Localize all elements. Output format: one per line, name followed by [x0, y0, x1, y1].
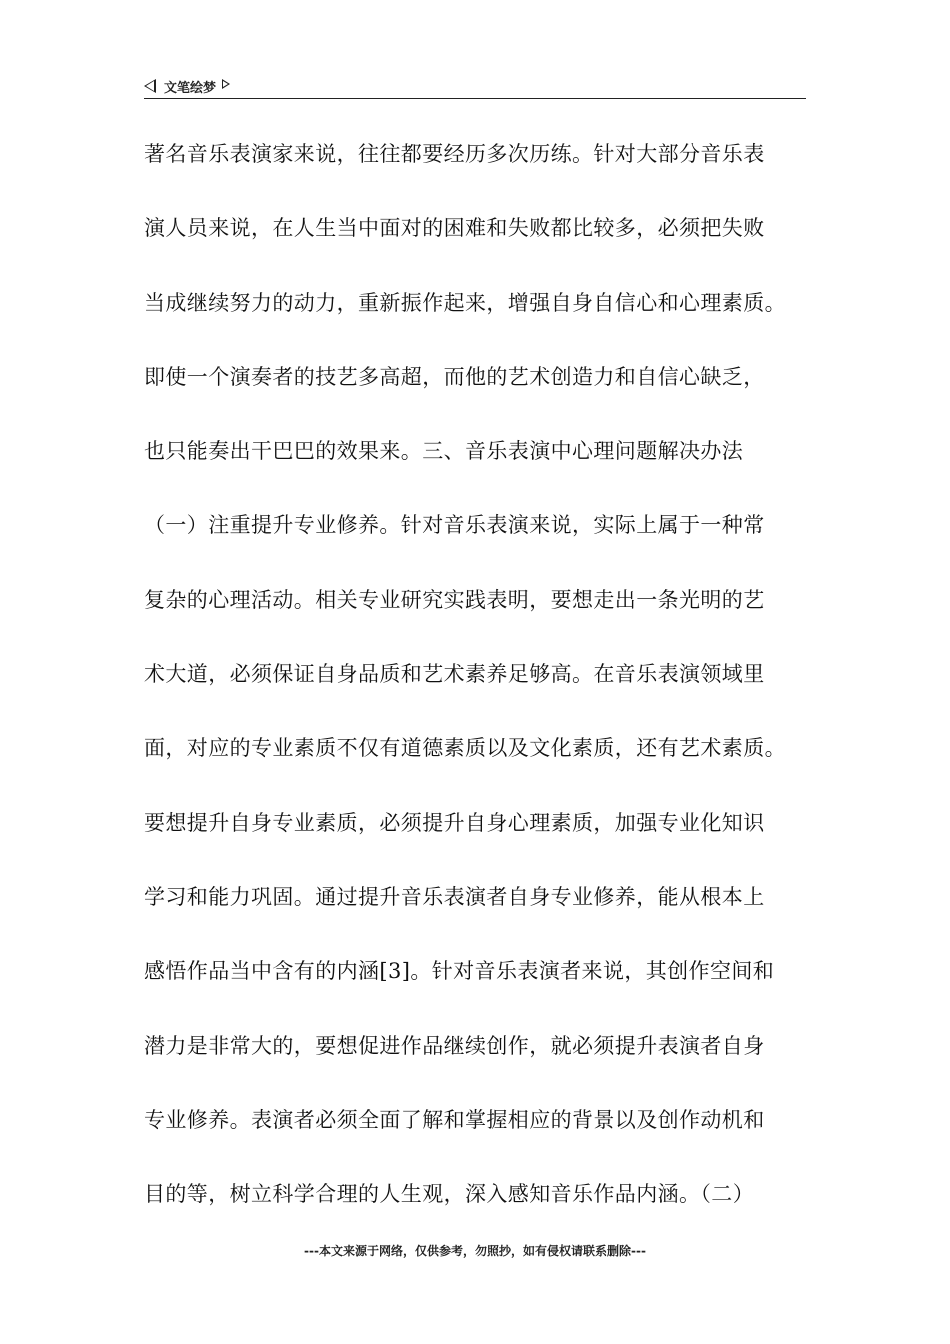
text-line: 也只能奏出干巴巴的效果来。三、音乐表演中心理问题解决办法	[144, 439, 744, 464]
footer-notice: ---本文来源于网络，仅供参考，勿照抄，如有侵权请联系删除---	[304, 1244, 646, 1258]
text-line: 专业修养。表演者必须全面了解和掌握相应的背景以及创作动机和	[144, 1107, 765, 1132]
text-line: 目的等，树立科学合理的人生观，深入感知音乐作品内涵。（二）	[144, 1182, 755, 1207]
header-brand: 文笔绘梦	[164, 80, 217, 96]
text-line: （一）注重提升专业修养。针对音乐表演来说，实际上属于一种常	[144, 513, 765, 538]
text-line: 复杂的心理活动。相关专业研究实践表明，要想走出一条光明的艺	[144, 587, 765, 612]
text-line: 感悟作品当中含有的内涵[3]。针对音乐表演者来说，其创作空间和	[144, 959, 775, 984]
text-line: 术大道，必须保证自身品质和艺术素养足够高。在音乐表演领域里	[144, 662, 765, 687]
text-line: 即使一个演奏者的技艺多高超，而他的艺术创造力和自信心缺乏，	[144, 364, 765, 389]
triangle-right-icon	[222, 79, 230, 89]
triangle-left-icon	[144, 79, 156, 93]
text-line: 演人员来说，在人生当中面对的困难和失败都比较多，必须把失败	[144, 216, 765, 241]
text-line: 面，对应的专业素质不仅有道德素质以及文化素质，还有艺术素质。	[144, 736, 786, 761]
text-line: 当成继续努力的动力，重新振作起来，增强自身自信心和心理素质。	[144, 290, 786, 315]
text-line: 潜力是非常大的，要想促进作品继续创作，就必须提升表演者自身	[144, 1033, 765, 1058]
text-line: 要想提升自身专业素质，必须提升自身心理素质，加强专业化知识	[144, 810, 765, 835]
text-line: 学习和能力巩固。通过提升音乐表演者自身专业修养，能从根本上	[144, 884, 765, 909]
page-header	[144, 74, 806, 99]
text-line: 著名音乐表演家来说，往往都要经历多次历练。针对大部分音乐表	[144, 142, 765, 166]
body-text	[144, 134, 814, 1248]
